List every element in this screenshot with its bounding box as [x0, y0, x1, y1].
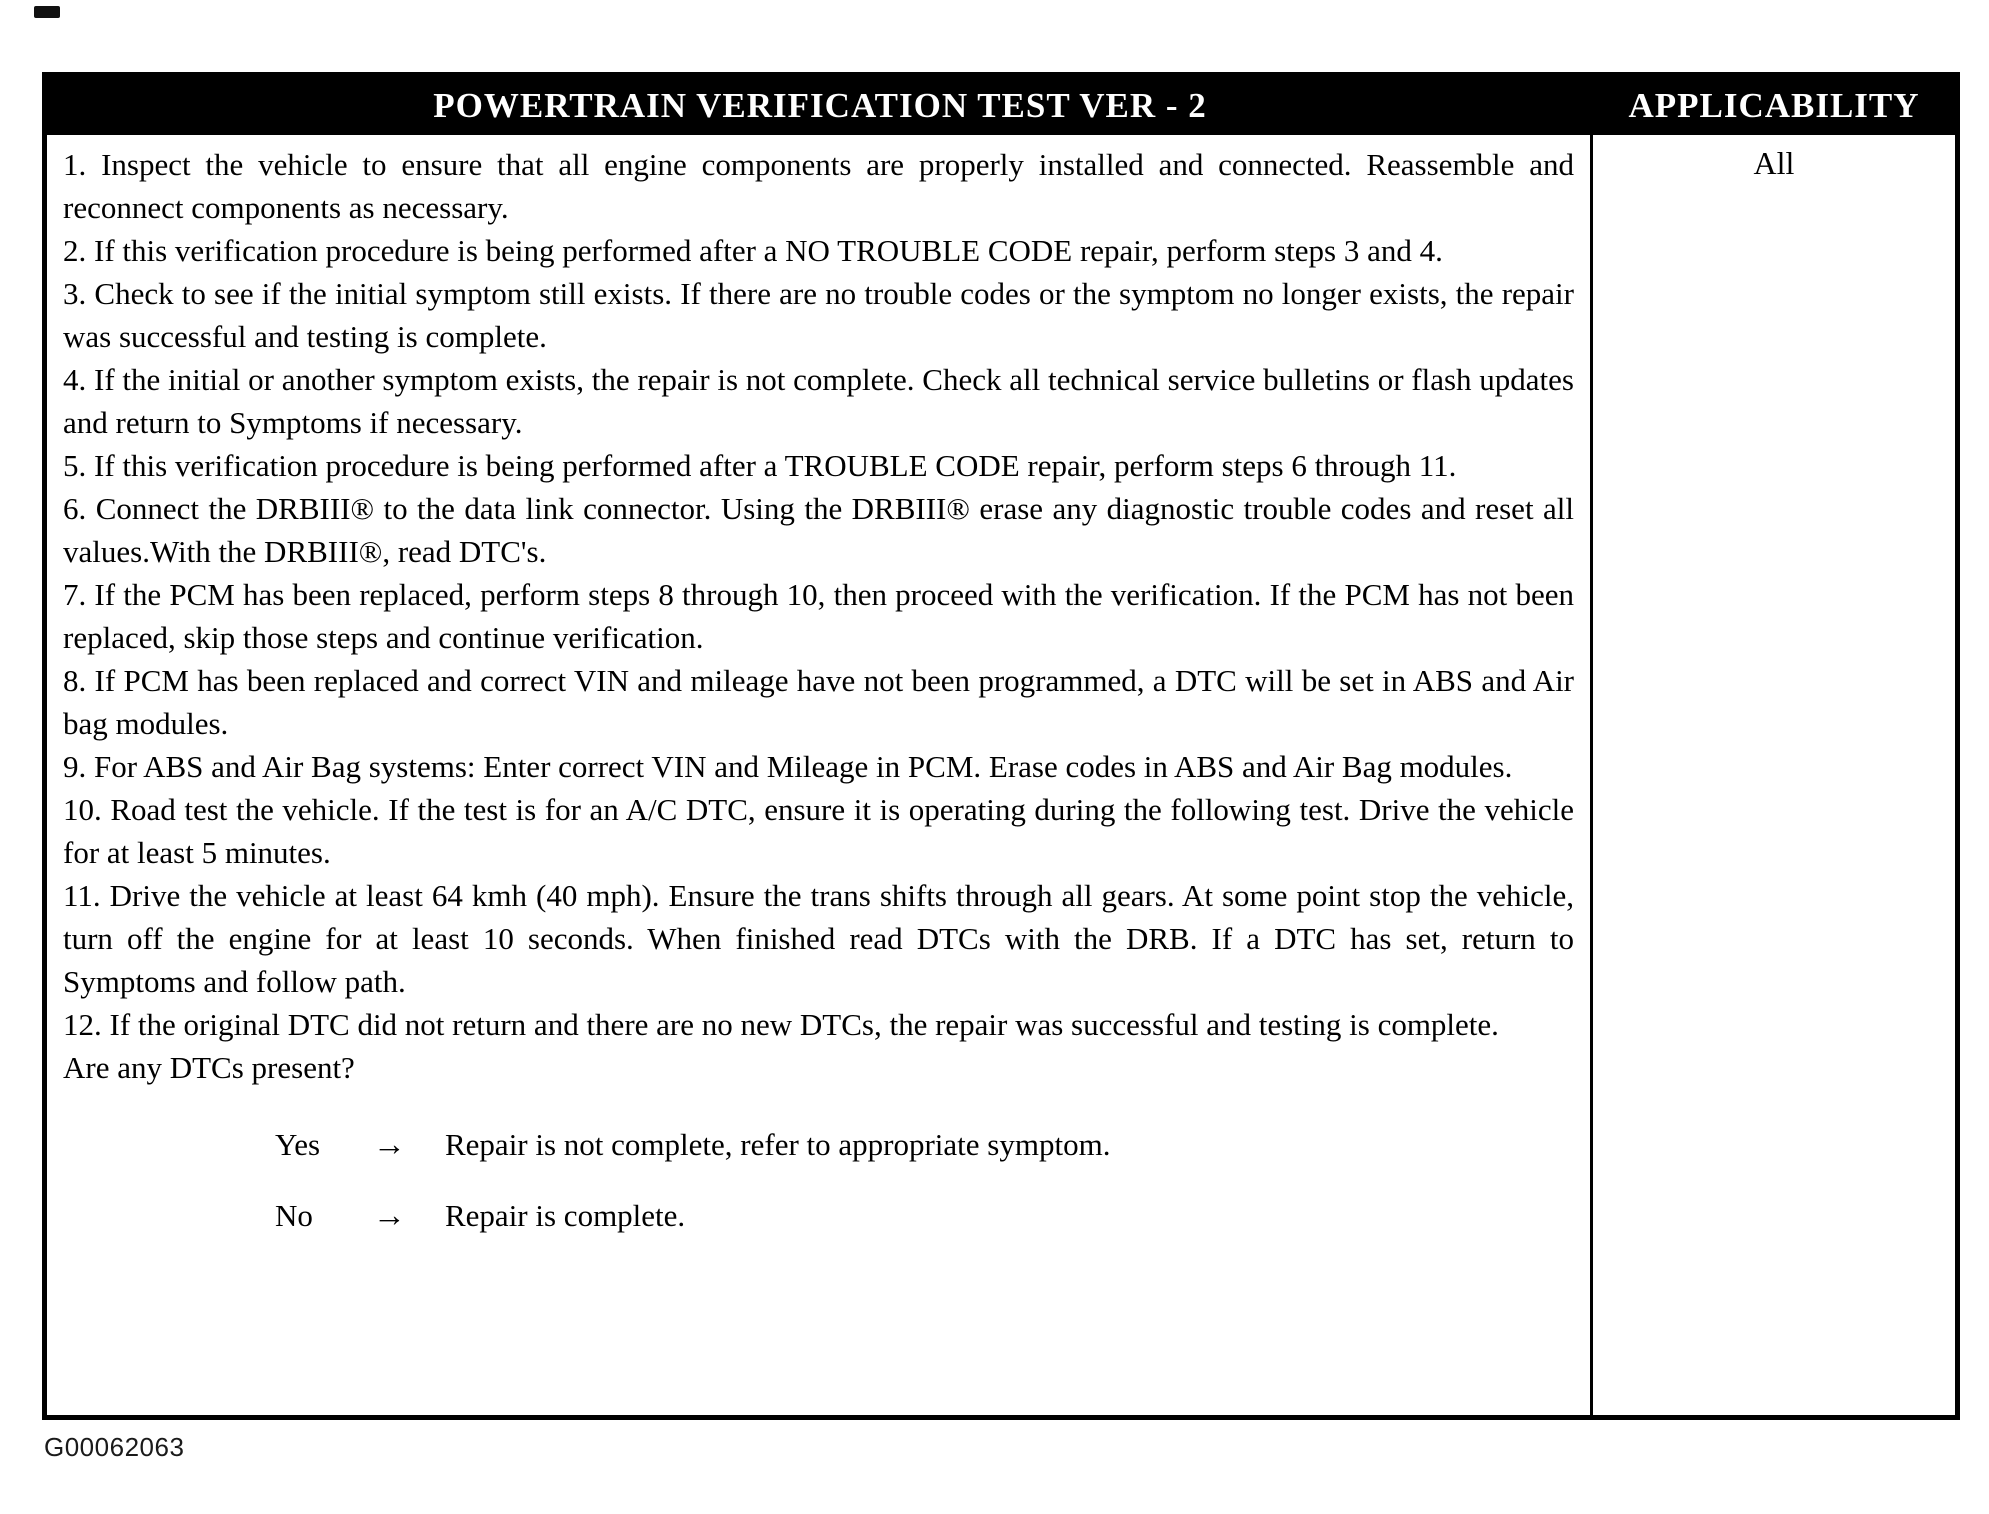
- procedure-step: 11. Drive the vehicle at least 64 kmh (40 mph). Ensure the trans shifts through all gears. At some point stop the vehicle, turn off the engine for at least 10 seconds. When finished read DTCs with the DRB. If a DTC has set, return to Symptoms and follow path.: [63, 878, 1574, 999]
- procedure-step: 3. Check to see if the initial symptom still exists. If there are no trouble codes or the symptom no longer exists, the repair was successful and testing is complete.: [63, 276, 1574, 354]
- answer-row-no: [63, 1194, 1574, 1238]
- procedure-step: 7. If the PCM has been replaced, perform steps 8 through 10, then proceed with the verification. If the PCM has not been replaced, skip those steps and continue verification.: [63, 577, 1574, 655]
- procedure-step: 10. Road test the vehicle. If the test is for an A/C DTC, ensure it is operating during the following test. Drive the vehicle for at least 5 minutes.: [63, 792, 1574, 870]
- procedure-step: 1. Inspect the vehicle to ensure that all engine components are properly installed and connected. Reassemble and reconnect components as necessary.: [63, 147, 1574, 225]
- answer-list: [63, 1123, 1574, 1238]
- arrow-right-icon: →: [373, 1127, 406, 1163]
- procedure-step: 5. If this verification procedure is being performed after a TROUBLE CODE repair, perform steps 6 through 11.: [63, 448, 1457, 483]
- verification-test-table: [42, 72, 1960, 1420]
- answer-label-no: No: [275, 1198, 313, 1233]
- figure-id-label: G00062063: [44, 1432, 185, 1462]
- answer-label-yes: Yes: [275, 1127, 321, 1162]
- procedure-step: 9. For ABS and Air Bag systems: Enter correct VIN and Mileage in PCM. Erase codes in ABS and Air Bag modules.: [63, 749, 1513, 784]
- arrow-right-icon: →: [373, 1198, 406, 1234]
- answer-text-yes: Repair is not complete, refer to appropriate symptom.: [445, 1127, 1111, 1162]
- answer-text-no: Repair is complete.: [445, 1198, 686, 1233]
- procedure-step: 12. If the original DTC did not return and there are no new DTCs, the repair was successful and testing is complete.: [63, 1007, 1499, 1042]
- applicability-column-header: APPLICABILITY: [1628, 86, 1920, 125]
- answer-row-yes: [63, 1123, 1574, 1167]
- table-body-row: [47, 135, 1955, 1415]
- applicability-value: All: [1753, 145, 1795, 181]
- procedure-step: 6. Connect the DRBIII® to the data link connector. Using the DRBIII® erase any diagnostic trouble codes and reset all values.With the DRBIII®, read DTC's.: [63, 491, 1574, 569]
- table-title: POWERTRAIN VERIFICATION TEST VER - 2: [433, 86, 1207, 125]
- procedure-step: 8. If PCM has been replaced and correct VIN and mileage have not been programmed, a DTC will be set in ABS and Air bag modules.: [63, 663, 1574, 741]
- procedure-steps-cell: [47, 135, 1593, 1415]
- dtc-question: Are any DTCs present?: [63, 1050, 355, 1085]
- table-header-row: [47, 77, 1955, 135]
- procedure-step: 4. If the initial or another symptom exists, the repair is not complete. Check all technical service bulletins or flash updates and return to Symptoms if necessary.: [63, 362, 1574, 440]
- scan-artifact-mark: [34, 6, 60, 18]
- procedure-step: 2. If this verification procedure is being performed after a NO TROUBLE CODE repair, perform steps 3 and 4.: [63, 233, 1443, 268]
